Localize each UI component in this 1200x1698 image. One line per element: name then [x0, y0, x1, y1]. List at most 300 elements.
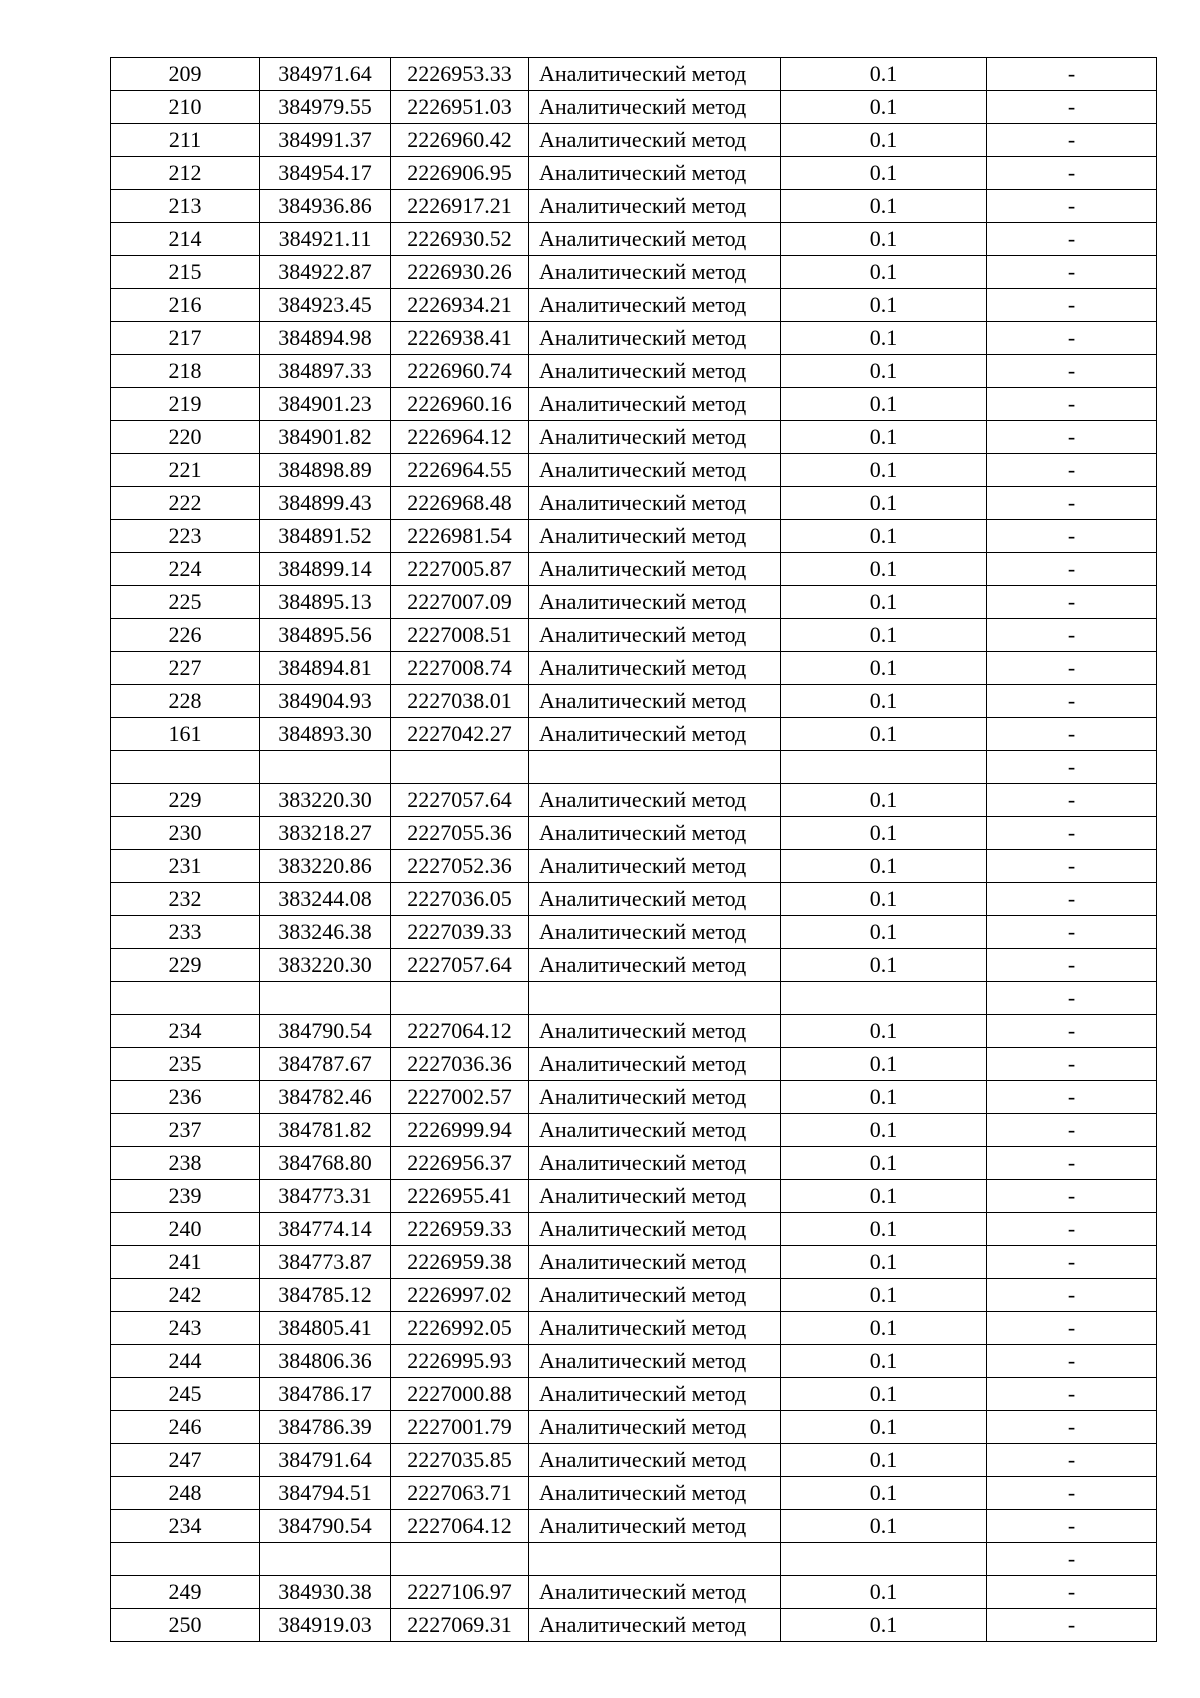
x-coordinate-cell: [260, 1543, 391, 1576]
description-cell: -: [987, 1048, 1157, 1081]
accuracy-cell: 0.1: [781, 883, 987, 916]
point-number-cell: 225: [111, 586, 260, 619]
accuracy-cell: 0.1: [781, 1345, 987, 1378]
x-coordinate-cell: 384786.17: [260, 1378, 391, 1411]
point-number-cell: 224: [111, 553, 260, 586]
y-coordinate-cell: 2226930.26: [391, 256, 529, 289]
accuracy-cell: [781, 751, 987, 784]
x-coordinate-cell: 384899.14: [260, 553, 391, 586]
y-coordinate-cell: 2226992.05: [391, 1312, 529, 1345]
table-row: [111, 784, 1157, 817]
description-cell: -: [987, 1180, 1157, 1213]
y-coordinate-cell: 2226906.95: [391, 157, 529, 190]
description-cell: -: [987, 751, 1157, 784]
accuracy-cell: 0.1: [781, 1576, 987, 1609]
method-cell: Аналитический метод: [529, 883, 781, 916]
table-row: [111, 1180, 1157, 1213]
accuracy-cell: 0.1: [781, 91, 987, 124]
point-number-cell: 227: [111, 652, 260, 685]
table-row: [111, 553, 1157, 586]
point-number-cell: 228: [111, 685, 260, 718]
method-cell: Аналитический метод: [529, 1279, 781, 1312]
point-number-cell: 237: [111, 1114, 260, 1147]
accuracy-cell: 0.1: [781, 124, 987, 157]
method-cell: Аналитический метод: [529, 586, 781, 619]
x-coordinate-cell: 384782.46: [260, 1081, 391, 1114]
method-cell: Аналитический метод: [529, 817, 781, 850]
method-cell: Аналитический метод: [529, 1147, 781, 1180]
table-row: [111, 454, 1157, 487]
table-row: [111, 124, 1157, 157]
point-number-cell: 240: [111, 1213, 260, 1246]
method-cell: Аналитический метод: [529, 1411, 781, 1444]
point-number-cell: 250: [111, 1609, 260, 1642]
y-coordinate-cell: [391, 1543, 529, 1576]
method-cell: Аналитический метод: [529, 1345, 781, 1378]
y-coordinate-cell: 2227063.71: [391, 1477, 529, 1510]
y-coordinate-cell: 2227036.36: [391, 1048, 529, 1081]
point-number-cell: 234: [111, 1510, 260, 1543]
table-row: [111, 751, 1157, 784]
accuracy-cell: 0.1: [781, 1279, 987, 1312]
point-number-cell: [111, 982, 260, 1015]
point-number-cell: 223: [111, 520, 260, 553]
accuracy-cell: 0.1: [781, 1378, 987, 1411]
table-row: [111, 619, 1157, 652]
point-number-cell: [111, 1543, 260, 1576]
coordinates-table: [110, 57, 1157, 1642]
table-row: [111, 91, 1157, 124]
description-cell: -: [987, 1411, 1157, 1444]
accuracy-cell: 0.1: [781, 817, 987, 850]
y-coordinate-cell: 2226964.55: [391, 454, 529, 487]
x-coordinate-cell: 384971.64: [260, 58, 391, 91]
table-row: [111, 1510, 1157, 1543]
method-cell: Аналитический метод: [529, 1477, 781, 1510]
description-cell: -: [987, 619, 1157, 652]
point-number-cell: 229: [111, 949, 260, 982]
description-cell: -: [987, 1279, 1157, 1312]
table-row: [111, 817, 1157, 850]
method-cell: Аналитический метод: [529, 1048, 781, 1081]
method-cell: Аналитический метод: [529, 1576, 781, 1609]
table-row: [111, 289, 1157, 322]
method-cell: Аналитический метод: [529, 58, 781, 91]
x-coordinate-cell: 384894.98: [260, 322, 391, 355]
y-coordinate-cell: 2226999.94: [391, 1114, 529, 1147]
table-row: [111, 1279, 1157, 1312]
y-coordinate-cell: 2227057.64: [391, 784, 529, 817]
y-coordinate-cell: 2227002.57: [391, 1081, 529, 1114]
y-coordinate-cell: 2227064.12: [391, 1015, 529, 1048]
method-cell: Аналитический метод: [529, 355, 781, 388]
y-coordinate-cell: 2227000.88: [391, 1378, 529, 1411]
accuracy-cell: 0.1: [781, 1609, 987, 1642]
method-cell: Аналитический метод: [529, 1114, 781, 1147]
description-cell: -: [987, 784, 1157, 817]
description-cell: -: [987, 1543, 1157, 1576]
point-number-cell: 219: [111, 388, 260, 421]
method-cell: Аналитический метод: [529, 487, 781, 520]
table-row: [111, 1477, 1157, 1510]
description-cell: -: [987, 1015, 1157, 1048]
accuracy-cell: 0.1: [781, 1312, 987, 1345]
method-cell: Аналитический метод: [529, 949, 781, 982]
y-coordinate-cell: 2227055.36: [391, 817, 529, 850]
y-coordinate-cell: 2227005.87: [391, 553, 529, 586]
y-coordinate-cell: 2227038.01: [391, 685, 529, 718]
x-coordinate-cell: 384891.52: [260, 520, 391, 553]
point-number-cell: 249: [111, 1576, 260, 1609]
y-coordinate-cell: 2226960.42: [391, 124, 529, 157]
point-number-cell: 235: [111, 1048, 260, 1081]
x-coordinate-cell: 384774.14: [260, 1213, 391, 1246]
method-cell: Аналитический метод: [529, 1180, 781, 1213]
method-cell: Аналитический метод: [529, 256, 781, 289]
y-coordinate-cell: 2226930.52: [391, 223, 529, 256]
x-coordinate-cell: 384895.13: [260, 586, 391, 619]
method-cell: Аналитический метод: [529, 520, 781, 553]
description-cell: -: [987, 157, 1157, 190]
table-row: [111, 1411, 1157, 1444]
point-number-cell: 245: [111, 1378, 260, 1411]
x-coordinate-cell: 384979.55: [260, 91, 391, 124]
x-coordinate-cell: 383220.30: [260, 949, 391, 982]
y-coordinate-cell: 2227035.85: [391, 1444, 529, 1477]
x-coordinate-cell: 384794.51: [260, 1477, 391, 1510]
point-number-cell: 222: [111, 487, 260, 520]
method-cell: Аналитический метод: [529, 322, 781, 355]
y-coordinate-cell: 2226938.41: [391, 322, 529, 355]
y-coordinate-cell: 2227039.33: [391, 916, 529, 949]
point-number-cell: 241: [111, 1246, 260, 1279]
table-row: [111, 1213, 1157, 1246]
y-coordinate-cell: 2227036.05: [391, 883, 529, 916]
accuracy-cell: 0.1: [781, 355, 987, 388]
method-cell: Аналитический метод: [529, 157, 781, 190]
accuracy-cell: 0.1: [781, 289, 987, 322]
point-number-cell: 215: [111, 256, 260, 289]
description-cell: -: [987, 1510, 1157, 1543]
x-coordinate-cell: 384898.89: [260, 454, 391, 487]
point-number-cell: 209: [111, 58, 260, 91]
table-row: [111, 1609, 1157, 1642]
table-row: [111, 355, 1157, 388]
accuracy-cell: 0.1: [781, 652, 987, 685]
description-cell: -: [987, 652, 1157, 685]
x-coordinate-cell: 384893.30: [260, 718, 391, 751]
accuracy-cell: 0.1: [781, 1114, 987, 1147]
description-cell: -: [987, 1609, 1157, 1642]
x-coordinate-cell: 384791.64: [260, 1444, 391, 1477]
x-coordinate-cell: 384787.67: [260, 1048, 391, 1081]
description-cell: -: [987, 388, 1157, 421]
x-coordinate-cell: 384781.82: [260, 1114, 391, 1147]
description-cell: -: [987, 949, 1157, 982]
description-cell: -: [987, 421, 1157, 454]
y-coordinate-cell: 2227064.12: [391, 1510, 529, 1543]
point-number-cell: 230: [111, 817, 260, 850]
method-cell: Аналитический метод: [529, 553, 781, 586]
accuracy-cell: [781, 1543, 987, 1576]
accuracy-cell: 0.1: [781, 1015, 987, 1048]
y-coordinate-cell: 2226953.33: [391, 58, 529, 91]
y-coordinate-cell: [391, 982, 529, 1015]
table-row: [111, 1246, 1157, 1279]
y-coordinate-cell: 2227106.97: [391, 1576, 529, 1609]
table-row: [111, 487, 1157, 520]
x-coordinate-cell: 384922.87: [260, 256, 391, 289]
table-row: [111, 223, 1157, 256]
x-coordinate-cell: 384901.82: [260, 421, 391, 454]
accuracy-cell: 0.1: [781, 454, 987, 487]
description-cell: -: [987, 454, 1157, 487]
point-number-cell: 238: [111, 1147, 260, 1180]
description-cell: -: [987, 1312, 1157, 1345]
method-cell: Аналитический метод: [529, 124, 781, 157]
description-cell: -: [987, 58, 1157, 91]
x-coordinate-cell: 384805.41: [260, 1312, 391, 1345]
description-cell: -: [987, 256, 1157, 289]
table-row: [111, 1114, 1157, 1147]
x-coordinate-cell: 383246.38: [260, 916, 391, 949]
point-number-cell: 221: [111, 454, 260, 487]
description-cell: -: [987, 1477, 1157, 1510]
point-number-cell: 233: [111, 916, 260, 949]
description-cell: -: [987, 1147, 1157, 1180]
method-cell: Аналитический метод: [529, 1444, 781, 1477]
point-number-cell: 248: [111, 1477, 260, 1510]
accuracy-cell: 0.1: [781, 1444, 987, 1477]
table-row: [111, 1576, 1157, 1609]
table-row: [111, 256, 1157, 289]
accuracy-cell: 0.1: [781, 1411, 987, 1444]
method-cell: Аналитический метод: [529, 1246, 781, 1279]
description-cell: -: [987, 1576, 1157, 1609]
table-row: [111, 421, 1157, 454]
accuracy-cell: 0.1: [781, 1081, 987, 1114]
y-coordinate-cell: 2227007.09: [391, 586, 529, 619]
accuracy-cell: 0.1: [781, 421, 987, 454]
point-number-cell: 229: [111, 784, 260, 817]
point-number-cell: 220: [111, 421, 260, 454]
accuracy-cell: 0.1: [781, 388, 987, 421]
accuracy-cell: 0.1: [781, 685, 987, 718]
method-cell: Аналитический метод: [529, 1081, 781, 1114]
x-coordinate-cell: 383220.30: [260, 784, 391, 817]
table-row: [111, 1378, 1157, 1411]
accuracy-cell: 0.1: [781, 520, 987, 553]
x-coordinate-cell: 384897.33: [260, 355, 391, 388]
table-row: [111, 652, 1157, 685]
description-cell: -: [987, 883, 1157, 916]
description-cell: -: [987, 817, 1157, 850]
accuracy-cell: 0.1: [781, 718, 987, 751]
x-coordinate-cell: 384954.17: [260, 157, 391, 190]
description-cell: -: [987, 1213, 1157, 1246]
description-cell: -: [987, 322, 1157, 355]
x-coordinate-cell: 384786.39: [260, 1411, 391, 1444]
accuracy-cell: 0.1: [781, 256, 987, 289]
x-coordinate-cell: 384936.86: [260, 190, 391, 223]
point-number-cell: 216: [111, 289, 260, 322]
table-row: [111, 1444, 1157, 1477]
description-cell: -: [987, 718, 1157, 751]
point-number-cell: 217: [111, 322, 260, 355]
y-coordinate-cell: 2226917.21: [391, 190, 529, 223]
accuracy-cell: 0.1: [781, 784, 987, 817]
x-coordinate-cell: 383244.08: [260, 883, 391, 916]
method-cell: [529, 982, 781, 1015]
x-coordinate-cell: 384930.38: [260, 1576, 391, 1609]
accuracy-cell: 0.1: [781, 487, 987, 520]
point-number-cell: 218: [111, 355, 260, 388]
method-cell: Аналитический метод: [529, 916, 781, 949]
accuracy-cell: 0.1: [781, 949, 987, 982]
table-row: [111, 586, 1157, 619]
y-coordinate-cell: 2226956.37: [391, 1147, 529, 1180]
x-coordinate-cell: 383220.86: [260, 850, 391, 883]
y-coordinate-cell: 2227069.31: [391, 1609, 529, 1642]
x-coordinate-cell: 384768.80: [260, 1147, 391, 1180]
table-row: [111, 949, 1157, 982]
y-coordinate-cell: 2227001.79: [391, 1411, 529, 1444]
method-cell: Аналитический метод: [529, 190, 781, 223]
y-coordinate-cell: 2226934.21: [391, 289, 529, 322]
accuracy-cell: 0.1: [781, 1246, 987, 1279]
method-cell: Аналитический метод: [529, 685, 781, 718]
y-coordinate-cell: 2226995.93: [391, 1345, 529, 1378]
x-coordinate-cell: 384919.03: [260, 1609, 391, 1642]
method-cell: Аналитический метод: [529, 1609, 781, 1642]
x-coordinate-cell: 384921.11: [260, 223, 391, 256]
point-number-cell: 232: [111, 883, 260, 916]
table-row: [111, 58, 1157, 91]
point-number-cell: 244: [111, 1345, 260, 1378]
method-cell: Аналитический метод: [529, 1312, 781, 1345]
accuracy-cell: 0.1: [781, 850, 987, 883]
y-coordinate-cell: 2226959.38: [391, 1246, 529, 1279]
description-cell: -: [987, 982, 1157, 1015]
method-cell: Аналитический метод: [529, 718, 781, 751]
y-coordinate-cell: 2226960.16: [391, 388, 529, 421]
table-row: [111, 322, 1157, 355]
description-cell: -: [987, 124, 1157, 157]
y-coordinate-cell: [391, 751, 529, 784]
method-cell: Аналитический метод: [529, 1510, 781, 1543]
description-cell: -: [987, 1246, 1157, 1279]
y-coordinate-cell: 2226981.54: [391, 520, 529, 553]
description-cell: -: [987, 223, 1157, 256]
description-cell: -: [987, 1114, 1157, 1147]
description-cell: -: [987, 355, 1157, 388]
table-row: [111, 1312, 1157, 1345]
accuracy-cell: 0.1: [781, 1048, 987, 1081]
x-coordinate-cell: 384899.43: [260, 487, 391, 520]
table-row: [111, 1015, 1157, 1048]
description-cell: -: [987, 487, 1157, 520]
method-cell: Аналитический метод: [529, 652, 781, 685]
point-number-cell: 212: [111, 157, 260, 190]
y-coordinate-cell: 2226968.48: [391, 487, 529, 520]
y-coordinate-cell: 2226955.41: [391, 1180, 529, 1213]
table-row: [111, 1147, 1157, 1180]
method-cell: Аналитический метод: [529, 454, 781, 487]
description-cell: -: [987, 1444, 1157, 1477]
y-coordinate-cell: 2226960.74: [391, 355, 529, 388]
accuracy-cell: 0.1: [781, 1477, 987, 1510]
table-row: [111, 1345, 1157, 1378]
description-cell: -: [987, 520, 1157, 553]
y-coordinate-cell: 2227008.51: [391, 619, 529, 652]
accuracy-cell: 0.1: [781, 1147, 987, 1180]
method-cell: Аналитический метод: [529, 223, 781, 256]
accuracy-cell: 0.1: [781, 1213, 987, 1246]
table-row: [111, 1048, 1157, 1081]
x-coordinate-cell: 384923.45: [260, 289, 391, 322]
description-cell: -: [987, 553, 1157, 586]
accuracy-cell: 0.1: [781, 223, 987, 256]
method-cell: Аналитический метод: [529, 1378, 781, 1411]
description-cell: -: [987, 289, 1157, 322]
accuracy-cell: [781, 982, 987, 1015]
table-row: [111, 520, 1157, 553]
y-coordinate-cell: 2227042.27: [391, 718, 529, 751]
description-cell: -: [987, 1378, 1157, 1411]
table-row: [111, 1543, 1157, 1576]
x-coordinate-cell: 384901.23: [260, 388, 391, 421]
method-cell: Аналитический метод: [529, 1213, 781, 1246]
x-coordinate-cell: 384894.81: [260, 652, 391, 685]
x-coordinate-cell: 384790.54: [260, 1510, 391, 1543]
x-coordinate-cell: 384895.56: [260, 619, 391, 652]
y-coordinate-cell: 2226997.02: [391, 1279, 529, 1312]
table-row: [111, 157, 1157, 190]
description-cell: -: [987, 91, 1157, 124]
x-coordinate-cell: 383218.27: [260, 817, 391, 850]
description-cell: -: [987, 916, 1157, 949]
y-coordinate-cell: 2227052.36: [391, 850, 529, 883]
accuracy-cell: 0.1: [781, 157, 987, 190]
accuracy-cell: 0.1: [781, 58, 987, 91]
method-cell: Аналитический метод: [529, 619, 781, 652]
table-row: [111, 850, 1157, 883]
y-coordinate-cell: 2226951.03: [391, 91, 529, 124]
description-cell: -: [987, 1081, 1157, 1114]
y-coordinate-cell: 2227057.64: [391, 949, 529, 982]
point-number-cell: 239: [111, 1180, 260, 1213]
y-coordinate-cell: 2226964.12: [391, 421, 529, 454]
point-number-cell: [111, 751, 260, 784]
point-number-cell: 246: [111, 1411, 260, 1444]
x-coordinate-cell: [260, 982, 391, 1015]
table-row: [111, 1081, 1157, 1114]
point-number-cell: 211: [111, 124, 260, 157]
accuracy-cell: 0.1: [781, 619, 987, 652]
table-row: [111, 982, 1157, 1015]
point-number-cell: 214: [111, 223, 260, 256]
table-row: [111, 190, 1157, 223]
accuracy-cell: 0.1: [781, 322, 987, 355]
description-cell: -: [987, 850, 1157, 883]
table-row: [111, 685, 1157, 718]
x-coordinate-cell: [260, 751, 391, 784]
table-row: [111, 916, 1157, 949]
point-number-cell: 226: [111, 619, 260, 652]
y-coordinate-cell: 2226959.33: [391, 1213, 529, 1246]
description-cell: -: [987, 1345, 1157, 1378]
table-row: [111, 388, 1157, 421]
